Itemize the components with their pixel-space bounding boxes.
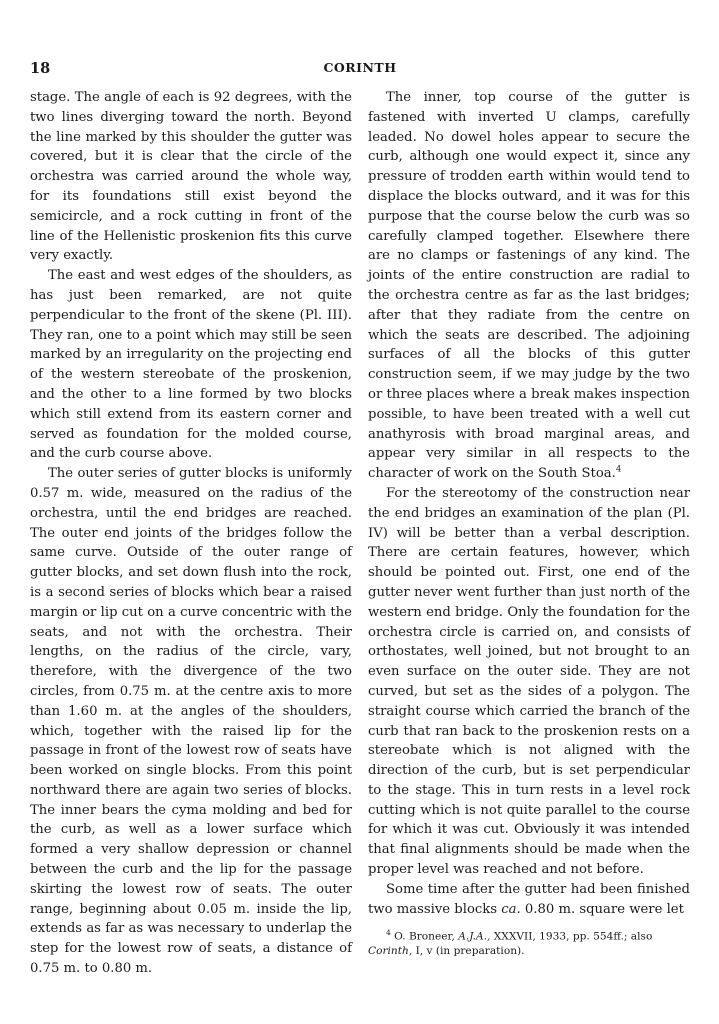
footnote-author: O. Broneer, <box>394 931 455 943</box>
footnote-journal: A.J.A., <box>458 931 491 943</box>
paragraph-text: The inner, top course of the gutter is fastened with inverted U clamps, carefully leaded. No dowel holes appear to secure the curb, although one would expect it, since any pressure of trodden earth within would tend to displace the blocks outward, and it was for this purpose that the course below the curb was so carefully clamped together. Elsewhere there are no clamps or fastenings of any kind. The joints of the entire construction are radial to the orchestra centre as far as the last bridges; after that they radiate from the centre on which the seats are described. The adjoining surfaces of all the blocks of this gutter construction seem, if we may judge by the two or three places where a break makes inspection possible, to have been treated with a well cut anathyrosis with broad marginal areas, and appear very similar in all respects to the character of work on the South Stoa. <box>368 90 690 482</box>
footnote-series-rest: I, v (in preparation). <box>415 945 525 957</box>
running-head: CORINTH <box>323 60 397 75</box>
left-column <box>30 88 352 979</box>
footnote-citation: XXXVII, 1933, pp. 554ff.; also <box>493 931 653 943</box>
paragraph-text: 0.80 m. square were let <box>524 901 684 917</box>
paragraph: The east and west edges of the shoulders, as has just been remarked, are not quite perpendicular to the front of the skene (Pl. III). They ran, one to a point which may still be seen marked by an irregularity on the projecting end of the western stereobate of the proskenion, and the other to a line formed by two blocks which still extend from its eastern corner and served as foundation for the molded course, and the curb course above. <box>30 268 352 462</box>
paragraph <box>368 880 690 920</box>
footnote-series: Corinth, <box>368 945 413 957</box>
paragraph-text: Some time after the gutter had been finished two massive blocks <box>368 881 690 917</box>
footnote-reference: 4 <box>615 464 622 475</box>
italic-term: ca. <box>501 901 521 917</box>
paragraph <box>368 88 690 484</box>
paragraph: stage. The angle of each is 92 degrees, with the two lines diverging toward the north. Beyond the line marked by this shoulder the gutter was covered, but it is clear that the circle of the orchestra was carried around the whole way, for its foundations still exist beyond the semicircle, and a rock cutting in front of the line of the Hellenistic proskenion fits this curve very exactly. <box>30 90 352 264</box>
page-header <box>30 60 690 80</box>
paragraph: For the stereotomy of the construction near the end bridges an examination of the plan (Pl. IV) will be better than a verbal description. There are certain features, however, which should be pointed out. First, one end of the gutter never went further than just north of the western end bridge. Only the foundation for the orchestra circle is carried on, and consists of orthostates, well joined, but not brought to an even surface on the outer side. They are not curved, but set as the sides of a polygon. The straight course which carried the branch of the curb that ran back to the proskenion rests on a stereobate which is not aligned with the direction of the curb, but is set perpendicular to the stage. This in turn rests in a level rock cutting which is not quite parallel to the course for which it was cut. Obviously it was intended that final alignments should be made when the proper level was reached and not before. <box>368 485 690 878</box>
paragraph: The outer series of gutter blocks is uniformly 0.57 m. wide, measured on the radius of the orchestra, until the end bridges are reached. The outer end joints of the bridges follow the same curve. Outside of the outer range of gutter blocks, and set down flush into the rock, is a second series of blocks which bear a raised margin or lip cut on a curve concentric with the seats, and not with the orchestra. Their lengths, on the radius of the circle, vary, therefore, with the divergence of the two circles, from 0.75 m. at the centre axis to more than 1.60 m. at the angles of the shoulders, which, together with the raised lip for the passage in front of the lowest row of seats have been worked on single blocks. From this point northward there are again two series of blocks. The inner bears the cyma molding and bed for the curb, as well as a lower surface which formed a very shallow depression or channel between the curb and the lip for the passage skirting the lowest row of seats. The outer range, beginning about 0.05 m. inside the lip, extends as far as was necessary to underlap the step for the lowest row of seats, a distance of 0.75 m. to 0.80 m. <box>30 466 352 977</box>
footnote-text <box>368 926 690 958</box>
footnote <box>368 926 690 958</box>
footnote-marker: 4 <box>386 928 391 938</box>
right-column <box>368 88 690 958</box>
page-number: 18 <box>30 60 51 77</box>
